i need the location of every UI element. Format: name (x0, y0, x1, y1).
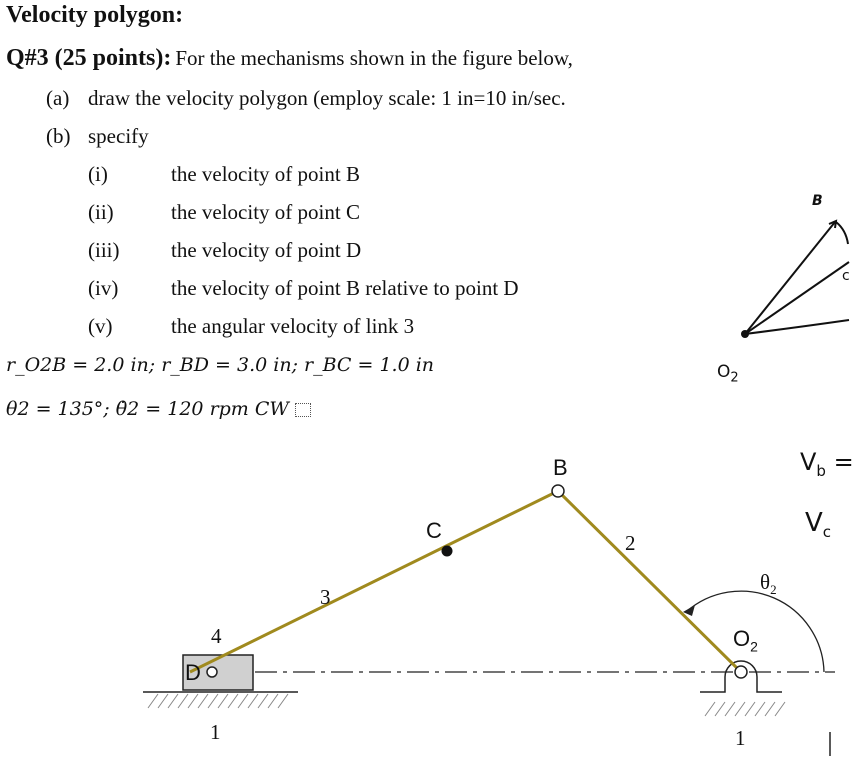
subpart-text: the angular velocity of link 3 (171, 314, 415, 338)
part-b-label: (b) (46, 124, 71, 148)
hand-vc (805, 508, 831, 541)
label-o2-text: O (733, 626, 751, 651)
label-link-2: 2 (625, 531, 636, 555)
subpart-label: (iii) (88, 238, 120, 262)
label-b: B (553, 455, 568, 480)
label-o2-sub: 2 (750, 638, 758, 655)
hand-vb (800, 448, 854, 480)
hand-polygon (745, 221, 849, 334)
theta-sub: 2 (770, 582, 777, 598)
hand-vb-sub: b (816, 461, 826, 480)
question-text: For the mechanisms shown in the figure below, (175, 46, 573, 70)
joint-o2 (735, 666, 747, 678)
label-link-3: 3 (320, 585, 331, 609)
subpart-text: the velocity of point B relative to point D (171, 276, 519, 300)
hand-label-c: c (842, 268, 850, 284)
subpart-text: the velocity of point B (171, 162, 360, 186)
hand-vc-sub: c (822, 523, 832, 542)
hand-label-b: B (812, 193, 823, 209)
link-2 (558, 491, 741, 672)
label-ground-1: 1 (210, 720, 221, 744)
given-lengths: r_O2B = 2.0 in; r_BD = 3.0 in; r_BC = 1.0 in (6, 354, 435, 376)
hand-o2-sub: 2 (730, 370, 739, 386)
label-link-4: 4 (211, 624, 222, 648)
hand-o2-dot (741, 330, 749, 338)
question-number: Q#3 (25 points): (6, 45, 172, 71)
given-angles-text: θ2 = 135°; θ̇2 = 120 rpm CW (6, 398, 289, 420)
part-a-label: (a) (46, 86, 70, 110)
hand-vc-text: V (805, 508, 823, 538)
theta-text: θ (760, 570, 771, 594)
label-theta2 (760, 570, 777, 598)
part-b-text: specify (88, 124, 149, 148)
hand-label-o2 (717, 362, 739, 385)
subpart-text: the velocity of point D (171, 238, 362, 262)
ground-left (143, 692, 298, 708)
joint-b (552, 485, 564, 497)
part-a-text: draw the velocity polygon (employ scale: 1 in=10 in/sec. (88, 86, 566, 110)
subpart-text: the velocity of point C (171, 200, 360, 224)
subpart-label: (ii) (88, 200, 114, 224)
label-c: C (426, 518, 442, 543)
subpart-label: (v) (88, 314, 113, 338)
point-c (442, 546, 453, 557)
page-title: Velocity polygon: (6, 2, 184, 28)
hand-vb-text: V (800, 448, 817, 476)
label-o2 (733, 626, 758, 654)
hand-eq: = (833, 448, 854, 476)
link-3 (190, 491, 558, 672)
joint-d (207, 667, 217, 677)
subpart-label: (i) (88, 162, 108, 186)
label-d: D (185, 660, 201, 685)
label-ground-1b: 1 (735, 726, 746, 750)
subpart-label: (iv) (88, 276, 119, 300)
hand-o2-text: O (717, 362, 731, 382)
